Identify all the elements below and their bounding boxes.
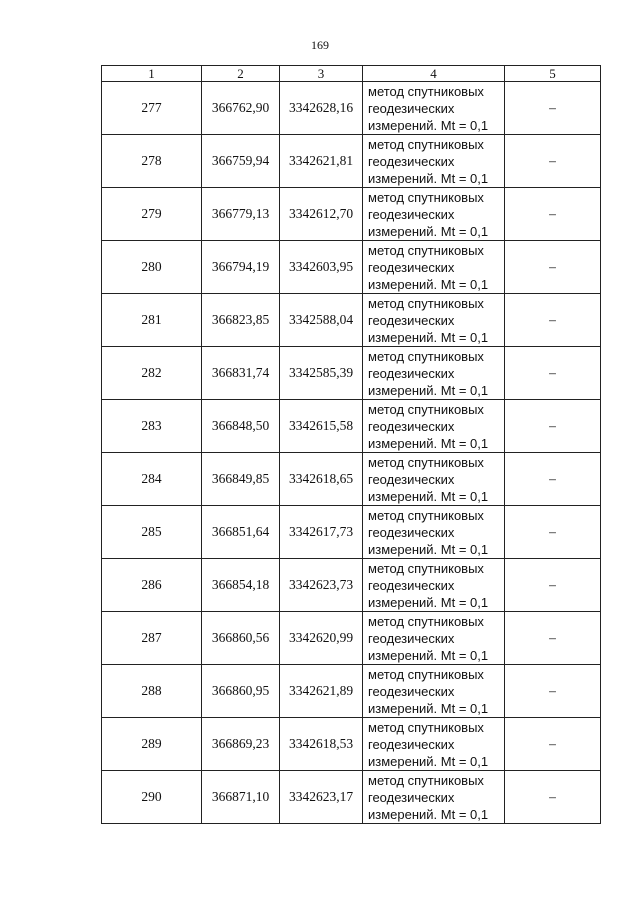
coordinate-x-cell: 366869,23 (202, 718, 280, 771)
method-line: геодезических (368, 630, 455, 646)
coordinate-y-cell: 3342621,81 (280, 135, 363, 188)
coordinate-x-cell: 366860,95 (202, 665, 280, 718)
coordinate-x-cell: 366849,85 (202, 453, 280, 506)
point-number-cell: 287 (102, 612, 202, 665)
method-line: метод спутниковых (368, 613, 484, 629)
method-line: геодезических (368, 312, 455, 328)
note-cell: – (505, 347, 601, 400)
table-row (102, 400, 601, 453)
coordinate-x-cell: 366860,56 (202, 612, 280, 665)
table-header-row (102, 66, 601, 82)
method-cell (363, 82, 505, 135)
method-line: геодезических (368, 418, 455, 434)
column-header-2: 2 (202, 66, 280, 82)
note-cell: – (505, 718, 601, 771)
method-line: метод спутниковых (368, 348, 484, 364)
method-cell (363, 400, 505, 453)
coordinates-table (101, 65, 601, 824)
method-cell (363, 294, 505, 347)
coordinate-x-cell: 366762,90 (202, 82, 280, 135)
column-header-3: 3 (280, 66, 363, 82)
method-line: геодезических (368, 789, 455, 805)
coordinate-y-cell: 3342623,17 (280, 771, 363, 824)
coordinates-table-body (102, 66, 601, 824)
coordinate-y-cell: 3342615,58 (280, 400, 363, 453)
note-cell: – (505, 241, 601, 294)
method-line: измерений. Mt = 0,1 (368, 223, 489, 239)
method-cell (363, 506, 505, 559)
coordinate-x-cell: 366779,13 (202, 188, 280, 241)
method-line: метод спутниковых (368, 242, 484, 258)
table-row (102, 612, 601, 665)
note-cell: – (505, 506, 601, 559)
method-line: геодезических (368, 683, 455, 699)
method-line: метод спутниковых (368, 189, 484, 205)
method-line: метод спутниковых (368, 295, 484, 311)
coordinate-y-cell: 3342628,16 (280, 82, 363, 135)
coordinate-y-cell: 3342621,89 (280, 665, 363, 718)
method-line: метод спутниковых (368, 454, 484, 470)
table-row (102, 506, 601, 559)
method-line: измерений. Mt = 0,1 (368, 806, 489, 822)
note-cell: – (505, 82, 601, 135)
coordinate-y-cell: 3342618,65 (280, 453, 363, 506)
method-line: геодезических (368, 524, 455, 540)
coordinate-x-cell: 366848,50 (202, 400, 280, 453)
coordinate-x-cell: 366854,18 (202, 559, 280, 612)
method-line: измерений. Mt = 0,1 (368, 541, 489, 557)
column-header-1: 1 (102, 66, 202, 82)
table-row (102, 453, 601, 506)
method-cell (363, 241, 505, 294)
table-row (102, 665, 601, 718)
method-line: измерений. Mt = 0,1 (368, 329, 489, 345)
method-line: метод спутниковых (368, 560, 484, 576)
note-cell: – (505, 665, 601, 718)
table-row (102, 294, 601, 347)
point-number-cell: 286 (102, 559, 202, 612)
note-cell: – (505, 188, 601, 241)
coordinate-y-cell: 3342617,73 (280, 506, 363, 559)
page-number: 169 (311, 38, 329, 52)
method-cell (363, 771, 505, 824)
method-cell (363, 135, 505, 188)
point-number-cell: 279 (102, 188, 202, 241)
column-header-4: 4 (363, 66, 505, 82)
method-line: измерений. Mt = 0,1 (368, 647, 489, 663)
method-line: измерений. Mt = 0,1 (368, 594, 489, 610)
point-number-cell: 282 (102, 347, 202, 400)
method-line: метод спутниковых (368, 136, 484, 152)
table-row (102, 241, 601, 294)
method-line: метод спутниковых (368, 401, 484, 417)
coordinate-x-cell: 366851,64 (202, 506, 280, 559)
method-line: геодезических (368, 736, 455, 752)
coordinate-x-cell: 366794,19 (202, 241, 280, 294)
note-cell: – (505, 453, 601, 506)
point-number-cell: 283 (102, 400, 202, 453)
method-line: измерений. Mt = 0,1 (368, 488, 489, 504)
point-number-cell: 281 (102, 294, 202, 347)
method-cell (363, 453, 505, 506)
table-row (102, 135, 601, 188)
method-cell (363, 665, 505, 718)
method-line: метод спутниковых (368, 666, 484, 682)
method-line: геодезических (368, 471, 455, 487)
method-line: измерений. Mt = 0,1 (368, 700, 489, 716)
column-header-5: 5 (505, 66, 601, 82)
method-cell (363, 188, 505, 241)
method-cell (363, 612, 505, 665)
method-line: геодезических (368, 259, 455, 275)
method-line: геодезических (368, 577, 455, 593)
coordinate-y-cell: 3342603,95 (280, 241, 363, 294)
table-row (102, 188, 601, 241)
method-line: геодезических (368, 206, 455, 222)
point-number-cell: 280 (102, 241, 202, 294)
table-row (102, 347, 601, 400)
method-line: метод спутниковых (368, 719, 484, 735)
point-number-cell: 290 (102, 771, 202, 824)
coordinate-y-cell: 3342612,70 (280, 188, 363, 241)
note-cell: – (505, 400, 601, 453)
method-line: измерений. Mt = 0,1 (368, 382, 489, 398)
method-line: измерений. Mt = 0,1 (368, 276, 489, 292)
method-cell (363, 347, 505, 400)
method-line: измерений. Mt = 0,1 (368, 753, 489, 769)
table-row (102, 718, 601, 771)
point-number-cell: 278 (102, 135, 202, 188)
method-line: метод спутниковых (368, 772, 484, 788)
table-row (102, 771, 601, 824)
point-number-cell: 284 (102, 453, 202, 506)
method-line: измерений. Mt = 0,1 (368, 435, 489, 451)
method-cell (363, 559, 505, 612)
point-number-cell: 289 (102, 718, 202, 771)
note-cell: – (505, 559, 601, 612)
point-number-cell: 277 (102, 82, 202, 135)
method-cell (363, 718, 505, 771)
note-cell: – (505, 612, 601, 665)
note-cell: – (505, 135, 601, 188)
coordinate-y-cell: 3342585,39 (280, 347, 363, 400)
coordinate-y-cell: 3342588,04 (280, 294, 363, 347)
table-row (102, 82, 601, 135)
method-line: геодезических (368, 100, 455, 116)
note-cell: – (505, 771, 601, 824)
coordinate-x-cell: 366831,74 (202, 347, 280, 400)
method-line: геодезических (368, 153, 455, 169)
coordinate-y-cell: 3342623,73 (280, 559, 363, 612)
coordinate-y-cell: 3342620,99 (280, 612, 363, 665)
method-line: метод спутниковых (368, 507, 484, 523)
table-row (102, 559, 601, 612)
coordinate-x-cell: 366823,85 (202, 294, 280, 347)
point-number-cell: 288 (102, 665, 202, 718)
method-line: метод спутниковых (368, 83, 484, 99)
point-number-cell: 285 (102, 506, 202, 559)
coordinate-x-cell: 366871,10 (202, 771, 280, 824)
note-cell: – (505, 294, 601, 347)
method-line: измерений. Mt = 0,1 (368, 117, 489, 133)
coordinate-y-cell: 3342618,53 (280, 718, 363, 771)
coordinate-x-cell: 366759,94 (202, 135, 280, 188)
method-line: измерений. Mt = 0,1 (368, 170, 489, 186)
method-line: геодезических (368, 365, 455, 381)
